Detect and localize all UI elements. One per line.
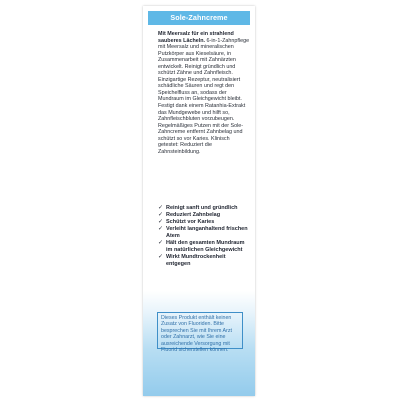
check-icon: ✓	[158, 205, 164, 211]
benefit-label: Hält den gesamten Mundraum im natürlichen Gleichgewicht	[166, 240, 245, 253]
benefit-label: Schützt vor Karies	[166, 219, 215, 226]
benefit-item	[158, 254, 250, 267]
description-paragraph-1	[158, 31, 250, 123]
benefit-item	[158, 219, 250, 226]
fluoride-notice-box: Dieses Produkt enthält keinen Zusatz von Fluoriden. Bitte besprechen Sie mit Ihrem Arzt oder Zahnarzt, wie Sie eine ausreichende Versorgung mit Fluorid sicherstellen können.	[157, 312, 243, 349]
check-icon: ✓	[158, 253, 164, 260]
benefit-item	[158, 212, 250, 219]
check-icon: ✓	[158, 226, 164, 233]
product-description	[158, 31, 250, 155]
lead-sentence: Mit Meersalz für ein strahlend sauberes Lächeln.	[158, 31, 234, 44]
benefit-label: Reduziert Zahnbelag	[166, 212, 221, 219]
benefit-item	[158, 240, 250, 253]
toothpaste-box-side-panel	[143, 6, 255, 396]
benefit-item	[158, 226, 250, 239]
check-icon: ✓	[158, 240, 164, 247]
benefit-label: Reinigt sanft und gründlich	[166, 205, 238, 211]
benefits-checklist	[158, 205, 250, 268]
check-icon: ✓	[158, 219, 164, 226]
benefit-item	[158, 205, 250, 212]
benefit-label: Verleiht langanhaltend frischen Atem	[166, 226, 248, 239]
check-icon: ✓	[158, 212, 164, 219]
description-text: 6-in-1-Zahnpflege mit Meersalz und mineralischen Putzkörper aus Kieselsäure, in Zusammenarbeit mit Zahnärzten entwickelt. Reinigt gründlich und schützt Zähne und Zahnfleisch. Einzigartige Rezeptur, neutralisiert schädliche Säuren und regt den Speichelfluss an, sodass der Mundraum im Gleichgewicht bleibt. Festigt dank einem Ratanhia-Extrakt das Mundgewebe und hilft so, Zahnfleischbluten vorzubeugen.	[158, 37, 250, 123]
benefit-label: Wirkt Mundtrockenheit entgegen	[166, 253, 226, 267]
description-paragraph-2: Regelmäßiges Putzen mit der Sole-Zahncreme entfernt Zahnbelag und schützt so vor Karies. Klinisch getestet: Reduziert die Zahnsteinbildung.	[158, 122, 244, 155]
product-title-banner: Sole-Zahncreme	[148, 11, 250, 25]
